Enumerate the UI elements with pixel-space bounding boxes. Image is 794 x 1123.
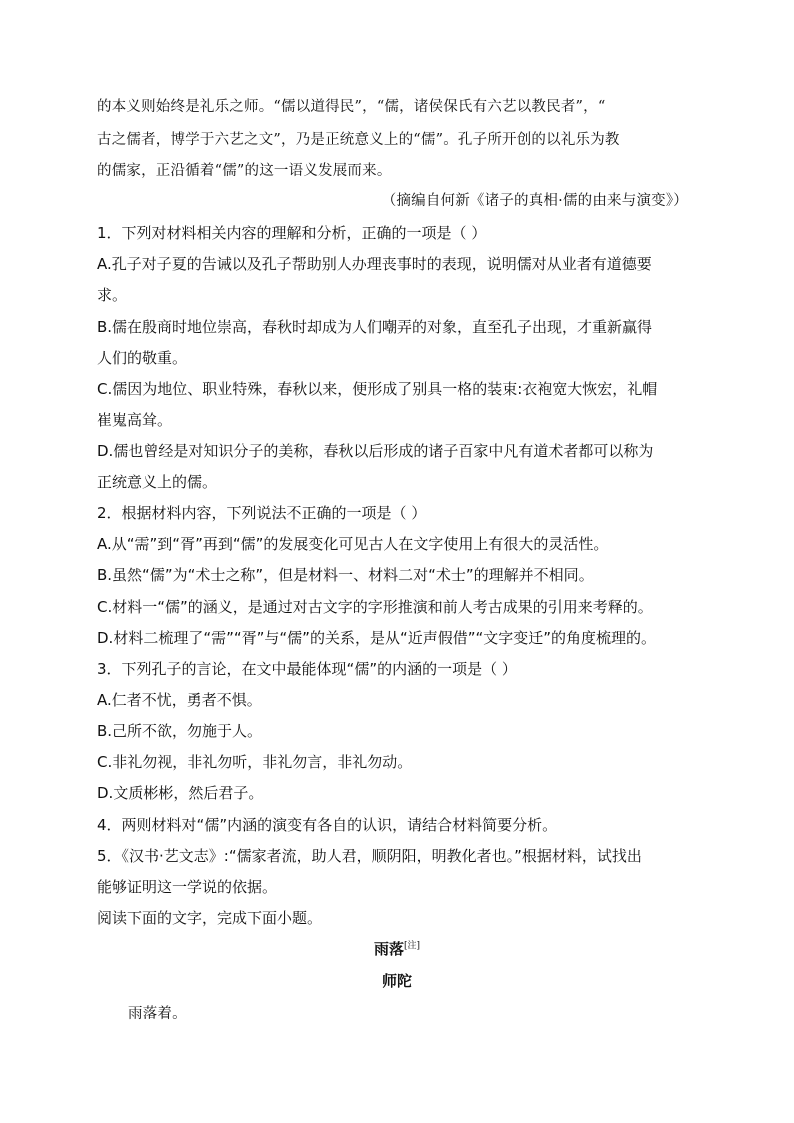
question-1-option-d: D.儒也曾经是对知识分子的美称，春秋以后形成的诸子百家中凡有道术者都可以称为 xyxy=(97,442,654,460)
passage-line-2: 古之儒者，博学于六艺之文”，乃是正统意义上的“儒”。孔子所开创的以礼乐为教 xyxy=(97,132,620,148)
passage-source: （摘编自何新《诸子的真相·儒的由来与演变》） xyxy=(381,193,688,209)
story-title-text: 雨落 xyxy=(373,940,404,958)
question-4-stem: 4．两则材料对“儒”内涵的演变有各自的认识，请结合材料简要分析。 xyxy=(97,816,558,834)
question-1-option-b: B.儒在殷商时地位崇高，春秋时却成为人们嘲弄的对象，直至孔子出现，才重新赢得 xyxy=(97,318,653,336)
question-2-stem: 2．根据材料内容，下列说法不正确的一项是（ ） xyxy=(97,504,427,522)
story-author: 师陀 xyxy=(381,972,412,990)
story-title-note: [注] xyxy=(403,941,421,951)
question-2-option-c: C.材料一“儒”的涵义，是通过对古文字的字形推演和前人考古成果的引用来考释的。 xyxy=(97,598,653,616)
question-2-option-b: B.虽然“儒”为“术士之称”，但是材料一、材料二对“术士”的理解并不相同。 xyxy=(97,566,594,584)
question-1-option-c: C.儒因为地位、职业特殊，春秋以来，便形成了别具一格的装束:衣袍宽大恢宏，礼帽 xyxy=(97,380,658,398)
question-3-stem: 3．下列孔子的言论，在文中最能体现“儒”的内涵的一项是（ ） xyxy=(97,660,517,678)
question-5-stem: 5．《汉书·艺文志》:“儒家者流，助人君，顺阴阳，明教化者也。”根据材料，试找出 xyxy=(97,847,642,865)
story-first-line: 雨落着。 xyxy=(128,1006,187,1022)
question-1-option-a-cont: 求。 xyxy=(97,286,128,304)
passage-line-3: 的儒家，正沿循着“儒”的这一语义发展而来。 xyxy=(97,163,392,179)
reading-instruction: 阅读下面的文字，完成下面小题。 xyxy=(97,909,323,927)
question-3-option-a: A.仁者不忧，勇者不惧。 xyxy=(97,691,262,709)
question-1-option-b-cont: 人们的敬重。 xyxy=(97,349,188,367)
question-3-option-c: C.非礼勿视，非礼勿听，非礼勿言，非礼勿动。 xyxy=(97,753,413,771)
question-1-option-d-cont: 正统意义上的儒。 xyxy=(97,473,218,491)
question-1-option-c-cont: 崔嵬高耸。 xyxy=(97,411,173,429)
question-5-stem-cont: 能够证明这一学说的依据。 xyxy=(97,878,278,896)
passage-line-1: 的本义则始终是礼乐之师。“儒以道得民”，“儒，诸侯保氏有六艺以教民者”，“ xyxy=(97,99,606,115)
question-3-option-b: B.己所不欲，勿施于人。 xyxy=(97,722,263,740)
question-2-option-a: A.从“需”到“胥”再到“儒”的发展变化可见古人在文字使用上有很大的灵活性。 xyxy=(97,535,609,553)
question-2-option-d: D.材料二梳理了“需”“胥”与“儒”的关系，是从“近声假借”“文字变迁”的角度梳理的。 xyxy=(97,629,657,647)
question-3-option-d: D.文质彬彬，然后君子。 xyxy=(97,784,264,802)
question-1-stem: 1．下列对材料相关内容的理解和分析，正确的一项是（ ） xyxy=(97,224,487,242)
story-title xyxy=(0,938,794,959)
question-1-option-a: A.孔子对子夏的告诫以及孔子帮助别人办理丧事时的表现，说明儒对从业者有道德要 xyxy=(97,255,652,273)
